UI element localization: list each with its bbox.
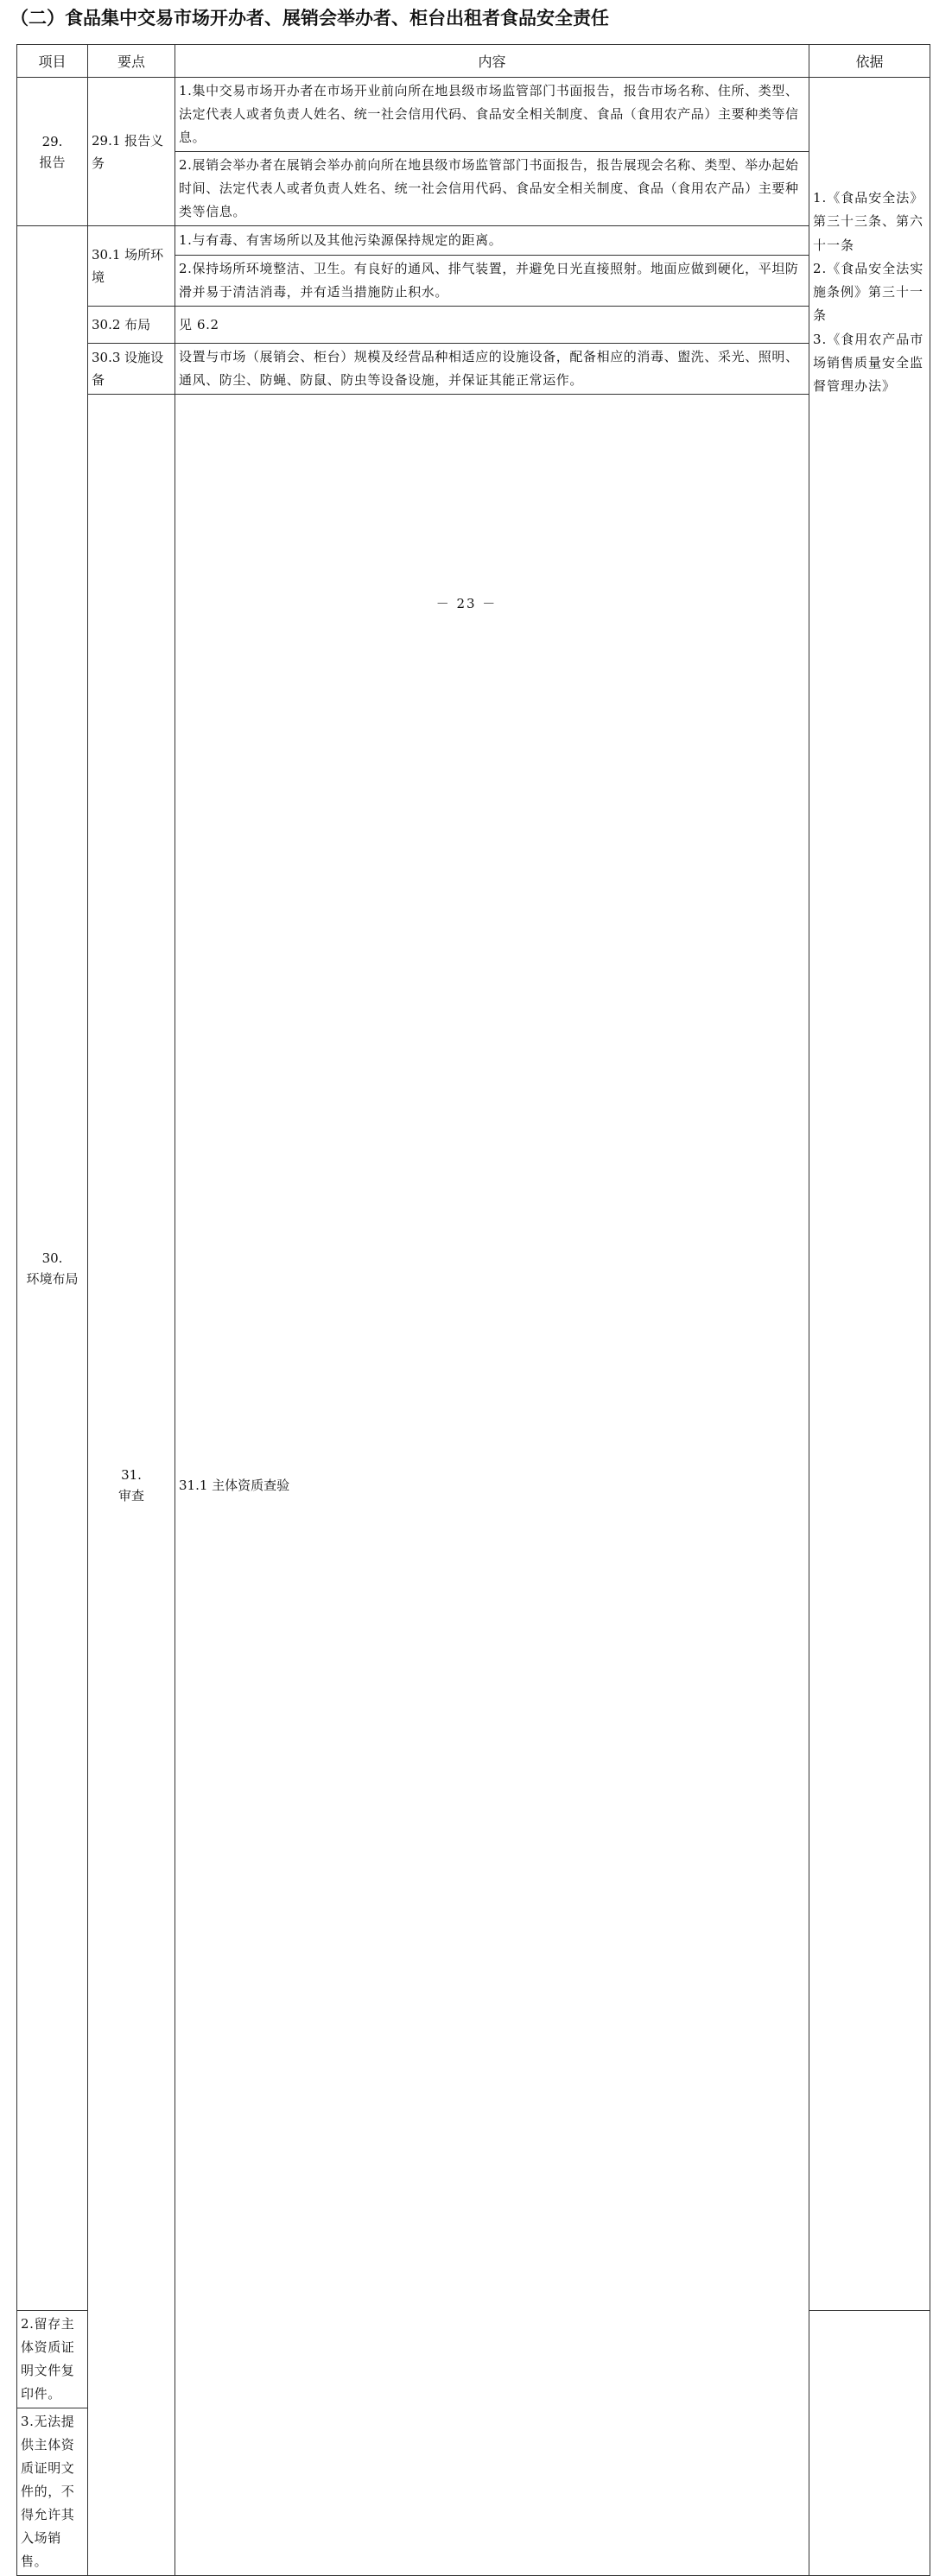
- table-row: [17, 344, 930, 395]
- section-heading: （二）食品集中交易市场开办者、展销会举办者、柜台出租者食品安全责任: [10, 8, 609, 28]
- table-header-row: [17, 45, 930, 78]
- item-name: 报告: [39, 154, 66, 170]
- basis-blank: [809, 2408, 930, 2576]
- content-text: 3.无法提供主体资质证明文件的，不得允许其入场销售。: [21, 2414, 75, 2569]
- content-text: 2.保持场所环境整洁、卫生。有良好的通风、排气装置，并避免日光直接照射。地面应做到硬化，平坦防滑并易于清洁消毒，并有适当措施防止积水。: [179, 261, 799, 300]
- responsibility-table: [16, 44, 930, 2576]
- basis-blank: [809, 2311, 930, 2408]
- content-text: 设置与市场（展销会、柜台）规模及经营品种相适应的设施设备，配备相应的消毒、盥洗、采光、照明、通风、防尘、防蝇、防鼠、防虫等设备设施，并保证其能正常运作。: [179, 349, 799, 388]
- table-row: [17, 78, 930, 152]
- content-cell: [175, 344, 809, 395]
- content-cell: [175, 307, 809, 344]
- point-30-2: 30.2 布局: [88, 307, 175, 344]
- item-name: 审查: [117, 1487, 144, 1503]
- content-text: 1.集中交易市场开办者在市场开业前向所在地县级市场监管部门书面报告，报告市场名称、住所、类型、法定代表人或者负责人姓名、统一社会信用代码、食品安全相关制度、食品（食用农产品）主要种类等信息。: [179, 83, 799, 145]
- basis-line: 3.《食用农产品市场销售质量安全监督管理办法》: [813, 331, 924, 395]
- item-number: 29.: [41, 133, 63, 149]
- point-29-1: 29.1 报告义务: [88, 78, 175, 226]
- item-31: [88, 395, 175, 2576]
- point-30-3: 30.3 设施设备: [88, 344, 175, 395]
- basis-line: 1.《食品安全法》第三十三条、第六十一条: [813, 190, 924, 253]
- page-number: － 23 －: [435, 596, 498, 611]
- item-number: 31.: [121, 1466, 142, 1483]
- header-item: 项目: [17, 45, 88, 78]
- item-29: [17, 78, 88, 226]
- header-content: 内容: [175, 45, 809, 78]
- content-cell: [17, 2408, 88, 2576]
- content-cell: [17, 2311, 88, 2408]
- content-cell: [175, 78, 809, 152]
- basis-line: 2.《食品安全法实施条例》第三十一条: [813, 260, 924, 324]
- content-cell: [175, 256, 809, 307]
- content-text: 2.展销会举办者在展销会举办前向所在地县级市场监管部门书面报告，报告展现会名称、类型、举办起始时间、法定代表人或者负责人姓名、统一社会信用代码、食品安全相关制度、食品（食用农产品）主要种类等信息。: [179, 157, 799, 219]
- content-text: 1.与有毒、有害场所以及其他污染源保持规定的距离。: [179, 232, 503, 248]
- item-number: 30.: [41, 1250, 63, 1266]
- point-30-1: 30.1 场所环境: [88, 226, 175, 307]
- content-text: 2.留存主体资质证明文件复印件。: [21, 2316, 75, 2402]
- item-name: 环境布局: [26, 1270, 79, 1287]
- basis-cell: [809, 78, 930, 2311]
- point-31-1: 31.1 主体资质查验: [175, 395, 809, 2576]
- header-basis: 依据: [809, 45, 930, 78]
- content-cell: [175, 226, 809, 256]
- table-row: [17, 395, 930, 2311]
- content-text: 见 6.2: [179, 316, 219, 332]
- table-row: [17, 226, 930, 256]
- item-30: [17, 226, 88, 2311]
- content-cell: [175, 152, 809, 226]
- header-point: 要点: [88, 45, 175, 78]
- table-row: [17, 307, 930, 344]
